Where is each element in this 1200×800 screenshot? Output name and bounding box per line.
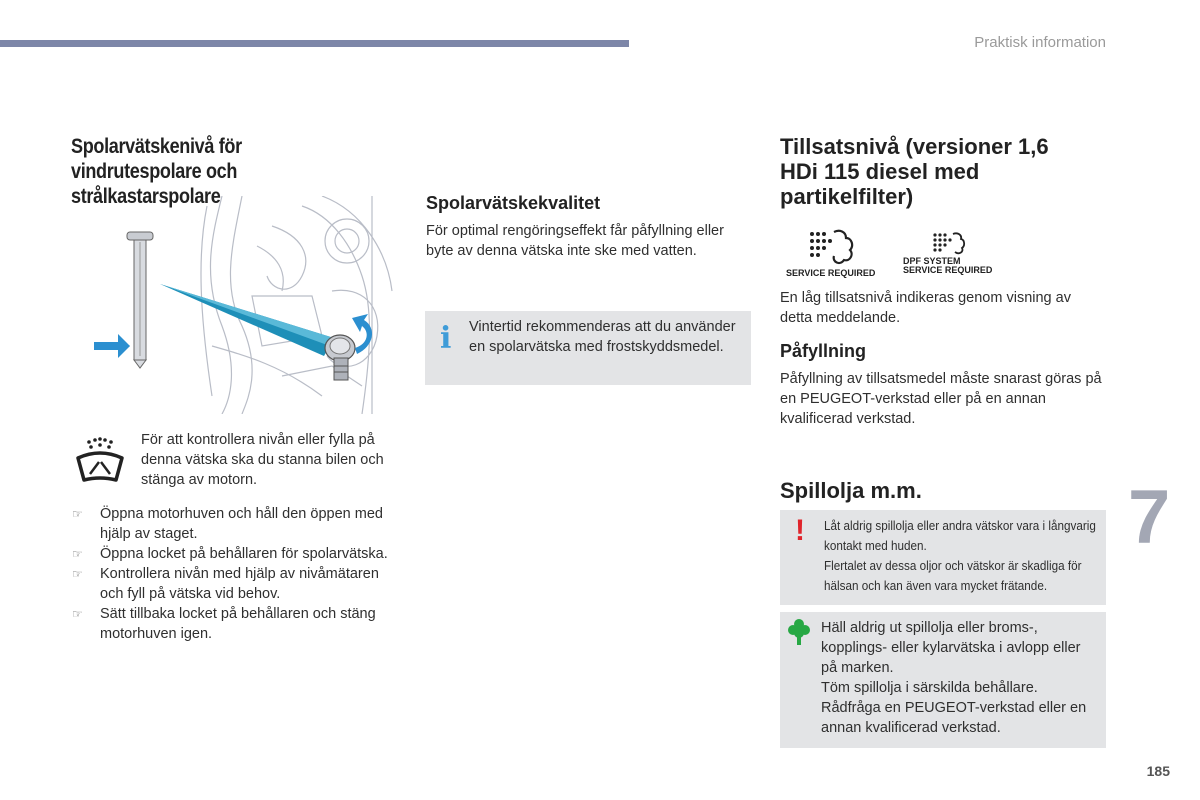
washer-level-heading: Spolarvätskenivå för vindrutespolare och strålkastarspolare xyxy=(71,135,242,208)
washer-warning-text: För att kontrollera nivån eller fylla på denna vätska ska du stanna bilen och stänga av motorn. xyxy=(141,432,384,488)
environment-text xyxy=(821,618,1097,738)
dpf-service-label-1: DPF SYSTEM xyxy=(903,256,961,266)
environment-text-line: Häll aldrig ut spillolja eller broms-, kopplings- eller kylarvätska i avlopp eller på marken. xyxy=(821,620,1081,676)
additive-level-heading: Tillsatsnivå (versioner 1,6 HDi 115 diesel med partikelfilter) xyxy=(780,134,1049,209)
additive-service-icon xyxy=(786,226,881,282)
waste-oil-heading: Spillolja m.m. xyxy=(780,478,922,503)
running-head: Praktisk information xyxy=(974,34,1106,51)
page-number: 185 xyxy=(1146,763,1170,779)
fluid-quality-text: För optimal rengöringseffekt får påfyllning eller byte av denna vätska inte ske med vatten. xyxy=(426,223,724,259)
washer-steps-list xyxy=(72,504,402,644)
list-item xyxy=(72,544,402,564)
list-item xyxy=(72,564,402,604)
danger-text xyxy=(824,516,1099,596)
dpf-service-icon xyxy=(903,230,1003,280)
step-text: Sätt tillbaka locket på behållaren och stäng motorhuven igen. xyxy=(100,606,376,642)
chapter-number: 7 xyxy=(1128,475,1171,560)
additive-level-text: En låg tillsatsnivå indikeras genom visning av detta meddelande. xyxy=(780,290,1071,326)
top-accent-bar xyxy=(0,40,629,47)
danger-box xyxy=(780,510,1106,605)
bullet-arrow-icon: ☞ xyxy=(72,507,83,521)
refill-text: Påfyllning av tillsatsmedel måste snarast göras på en PEUGEOT-verkstad eller på en annan kvalificerad verkstad. xyxy=(780,371,1102,427)
list-item xyxy=(72,604,402,644)
danger-text-line: Flertalet av dessa oljor och vätskor är skadliga för hälsan och kan även vara mycket frätande. xyxy=(824,558,1082,593)
environment-text-line: Töm spillolja i särskilda behållare. xyxy=(821,680,1038,696)
additive-service-label: SERVICE REQUIRED xyxy=(786,268,876,278)
info-box xyxy=(425,311,751,385)
list-item xyxy=(72,504,402,544)
engine-bay-illustration xyxy=(72,196,398,414)
washer-warning-icon xyxy=(72,434,128,490)
bullet-arrow-icon: ☞ xyxy=(72,567,83,581)
info-icon: i xyxy=(440,321,452,356)
danger-icon: ! xyxy=(795,514,805,547)
bullet-arrow-icon: ☞ xyxy=(72,547,83,561)
refill-heading: Påfyllning xyxy=(780,341,867,361)
fluid-quality-heading: Spolarvätskekvalitet xyxy=(426,193,601,213)
environment-box xyxy=(780,612,1106,748)
info-text: Vintertid rekommenderas att du använder en spolarvätska med frostskyddsmedel. xyxy=(469,319,736,355)
step-text: Öppna locket på behållaren för spolarvätska. xyxy=(100,546,388,562)
step-text: Kontrollera nivån med hjälp av nivåmätaren och fyll på vätska vid behov. xyxy=(100,566,379,602)
environment-text-line: Rådfråga en PEUGEOT-verkstad eller en annan kvalificerad verkstad. xyxy=(821,700,1087,736)
bullet-arrow-icon: ☞ xyxy=(72,607,83,621)
environment-tree-icon xyxy=(788,618,810,646)
dpf-service-label-2: SERVICE REQUIRED xyxy=(903,265,993,275)
step-text: Öppna motorhuven och håll den öppen med hjälp av staget. xyxy=(100,506,383,542)
danger-text-line: Låt aldrig spillolja eller andra vätskor vara i långvarig kontakt med huden. xyxy=(824,518,1096,553)
